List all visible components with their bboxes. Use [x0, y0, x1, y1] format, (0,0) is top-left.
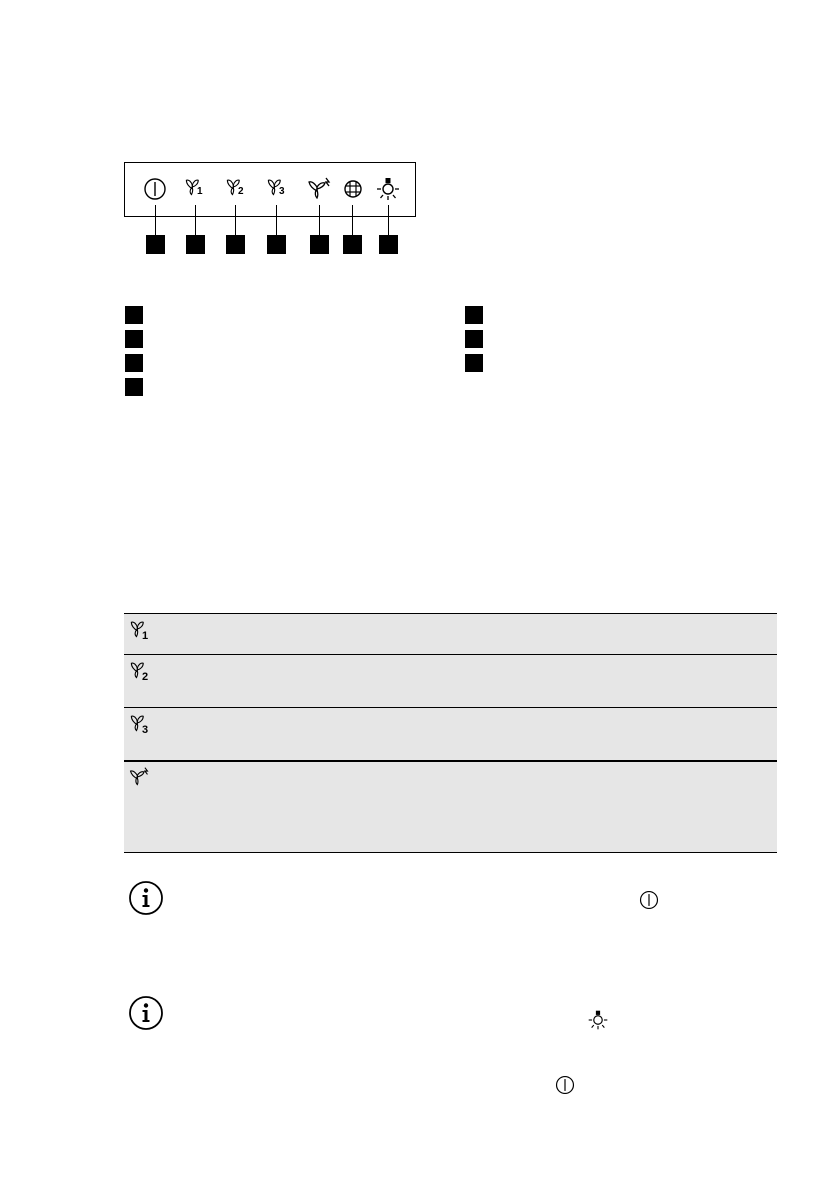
- legend-marker: [125, 354, 143, 372]
- fan-speed-1-button[interactable]: [183, 176, 213, 202]
- callout-marker: [343, 235, 362, 254]
- fan-speed-1-icon: [128, 618, 154, 644]
- fan-speed-2-label: 2: [238, 186, 244, 197]
- legend-marker: [465, 306, 483, 324]
- light-bulb-icon: [587, 1009, 609, 1031]
- fan-speed-3-icon: [128, 712, 154, 738]
- row-label: 1: [142, 630, 149, 642]
- table-row: [124, 760, 777, 852]
- power-icon[interactable]: [142, 176, 168, 202]
- leader-line: [388, 205, 389, 235]
- light-bulb-icon[interactable]: [375, 176, 401, 202]
- legend-marker: [125, 378, 143, 396]
- row-label: 3: [142, 724, 149, 736]
- legend-marker: [125, 330, 143, 348]
- leader-line: [195, 205, 196, 235]
- leader-line: [276, 205, 277, 235]
- fan-speed-2-button[interactable]: [224, 176, 254, 202]
- callout-marker: [267, 235, 286, 254]
- info-icon: [128, 995, 164, 1031]
- legend-marker: [125, 306, 143, 324]
- leader-line: [319, 205, 320, 235]
- fan-speed-1-label: 1: [197, 186, 203, 197]
- filter-grid-icon[interactable]: [340, 176, 366, 202]
- table-bottom-rule: [124, 852, 777, 853]
- fan-speed-2-icon: [128, 659, 154, 685]
- info-icon: [128, 880, 164, 916]
- callout-marker: [226, 235, 245, 254]
- fan-intensive-icon[interactable]: [306, 176, 332, 202]
- power-icon: [638, 889, 660, 911]
- callout-marker: [186, 235, 205, 254]
- fan-intensive-icon: [128, 766, 150, 788]
- fan-speed-3-label: 3: [279, 186, 285, 197]
- callout-marker: [379, 235, 398, 254]
- power-icon: [554, 1074, 576, 1096]
- table-row: [124, 654, 777, 707]
- table-row: [124, 707, 777, 760]
- callout-marker: [146, 235, 165, 254]
- table-row: [124, 613, 777, 654]
- callout-marker: [310, 235, 329, 254]
- row-label: 2: [142, 671, 149, 683]
- leader-line: [352, 205, 353, 235]
- legend-marker: [465, 354, 483, 372]
- fan-speed-3-button[interactable]: [265, 176, 295, 202]
- legend-marker: [465, 330, 483, 348]
- leader-line: [155, 205, 156, 235]
- leader-line: [235, 205, 236, 235]
